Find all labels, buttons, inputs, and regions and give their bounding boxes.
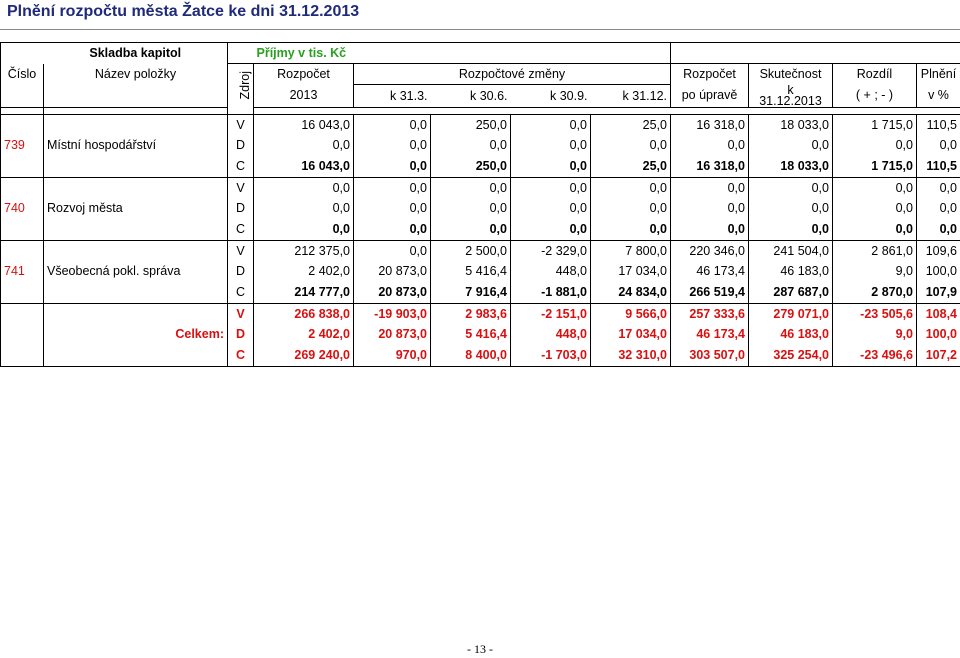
cell-value: 970,0 <box>354 345 431 366</box>
source-code: C <box>228 345 254 366</box>
cell-value: 250,0 <box>431 114 511 135</box>
cell-value: 16 043,0 <box>254 114 354 135</box>
cell-value: 220 346,0 <box>671 240 749 261</box>
cell-value: 0,0 <box>354 240 431 261</box>
cell-value: 448,0 <box>511 261 591 282</box>
cell-value: 8 400,0 <box>431 345 511 366</box>
cell-value: 0,0 <box>354 177 431 198</box>
cell-value: 1 715,0 <box>833 156 917 177</box>
table-row <box>1 282 960 303</box>
header-prijmy: Příjmy v tis. Kč <box>254 43 431 64</box>
cell-value: 46 173,4 <box>671 324 749 345</box>
cell-value: 448,0 <box>511 324 591 345</box>
cell-value: 0,0 <box>671 177 749 198</box>
total-row <box>1 303 960 324</box>
table-row <box>1 135 960 156</box>
cell-value: 0,0 <box>917 219 960 240</box>
source-code: V <box>228 114 254 135</box>
cell-value: 109,6 <box>917 240 960 261</box>
cell-value: 17 034,0 <box>591 261 671 282</box>
cell-value: 266 519,4 <box>671 282 749 303</box>
cell-value: 2 402,0 <box>254 324 354 345</box>
cell-value: 0,0 <box>917 198 960 219</box>
cell-value: 0,0 <box>591 135 671 156</box>
page-title: Plnění rozpočtu města Žatce ke dni 31.12.2013 <box>7 3 360 20</box>
table-row <box>1 240 960 261</box>
cell-value: 0,0 <box>254 198 354 219</box>
group-code: 740 <box>1 198 44 219</box>
cell-value: 0,0 <box>254 177 354 198</box>
cell-value: 25,0 <box>591 156 671 177</box>
cell-value: -2 329,0 <box>511 240 591 261</box>
header-rozpocet: Rozpočet <box>254 64 354 85</box>
source-code: D <box>228 135 254 156</box>
cell-value: 9,0 <box>833 261 917 282</box>
header-skutecnost: Skutečnost <box>749 64 833 85</box>
cell-value: 18 033,0 <box>749 114 833 135</box>
group-name: Místní hospodářství <box>44 135 228 156</box>
budget-table <box>0 42 960 367</box>
title-divider <box>0 29 960 30</box>
cell-value: 46 173,4 <box>671 261 749 282</box>
cell-value: 100,0 <box>917 261 960 282</box>
cell-value: 107,2 <box>917 345 960 366</box>
cell-value: 0,0 <box>749 177 833 198</box>
cell-value: 110,5 <box>917 156 960 177</box>
cell-value: 2 500,0 <box>431 240 511 261</box>
cell-value: 0,0 <box>749 219 833 240</box>
header-k313: k 31.3. <box>354 85 431 108</box>
group-code: 739 <box>1 135 44 156</box>
cell-value: 46 183,0 <box>749 261 833 282</box>
cell-value: 5 416,4 <box>431 261 511 282</box>
cell-value: 20 873,0 <box>354 261 431 282</box>
cell-value: 9,0 <box>833 324 917 345</box>
cell-value: 0,0 <box>749 198 833 219</box>
budget-table-wrap <box>0 42 960 368</box>
source-code: C <box>228 282 254 303</box>
header-k3112: k 31.12. <box>591 85 671 108</box>
cell-value: 0,0 <box>749 135 833 156</box>
cell-value: 2 861,0 <box>833 240 917 261</box>
cell-value: -19 903,0 <box>354 303 431 324</box>
cell-value: 20 873,0 <box>354 282 431 303</box>
table-row <box>1 198 960 219</box>
cell-value: 0,0 <box>917 135 960 156</box>
source-code: D <box>228 324 254 345</box>
header-rozpoctove-zmeny: Rozpočtové změny <box>354 64 671 85</box>
cell-value: 25,0 <box>591 114 671 135</box>
cell-value: 0,0 <box>511 156 591 177</box>
cell-value: 110,5 <box>917 114 960 135</box>
source-code: C <box>228 156 254 177</box>
cell-value: 325 254,0 <box>749 345 833 366</box>
cell-value: 24 834,0 <box>591 282 671 303</box>
source-code: V <box>228 177 254 198</box>
cell-value: 0,0 <box>511 135 591 156</box>
cell-value: 0,0 <box>354 135 431 156</box>
cell-value: 20 873,0 <box>354 324 431 345</box>
source-code: V <box>228 240 254 261</box>
header-cislo: Číslo <box>1 64 44 85</box>
cell-value: 0,0 <box>431 198 511 219</box>
cell-value: -23 505,6 <box>833 303 917 324</box>
cell-value: 16 043,0 <box>254 156 354 177</box>
cell-value: 0,0 <box>591 198 671 219</box>
cell-value: -1 881,0 <box>511 282 591 303</box>
cell-value: 46 183,0 <box>749 324 833 345</box>
cell-value: 0,0 <box>354 156 431 177</box>
cell-value: 17 034,0 <box>591 324 671 345</box>
header-2013: 2013 <box>254 85 354 108</box>
header-k306: k 30.6. <box>431 85 511 108</box>
header-rozpocet-po-uprave: Rozpočet <box>671 64 749 85</box>
cell-value: 0,0 <box>511 177 591 198</box>
cell-value: 0,0 <box>354 219 431 240</box>
cell-value: 0,0 <box>591 219 671 240</box>
cell-value: 2 983,6 <box>431 303 511 324</box>
cell-value: 107,9 <box>917 282 960 303</box>
cell-value: 7 916,4 <box>431 282 511 303</box>
source-code: D <box>228 261 254 282</box>
table-row <box>1 156 960 177</box>
total-row <box>1 324 960 345</box>
cell-value: 0,0 <box>671 135 749 156</box>
cell-value: -2 151,0 <box>511 303 591 324</box>
header-nazev-polozky: Název položky <box>44 64 228 85</box>
cell-value: 0,0 <box>833 135 917 156</box>
cell-value: 241 504,0 <box>749 240 833 261</box>
cell-value: 0,0 <box>431 177 511 198</box>
cell-value: 0,0 <box>671 198 749 219</box>
source-code: C <box>228 219 254 240</box>
cell-value: 18 033,0 <box>749 156 833 177</box>
cell-value: 0,0 <box>591 177 671 198</box>
cell-value: 7 800,0 <box>591 240 671 261</box>
cell-value: 0,0 <box>511 198 591 219</box>
header-k309: k 30.9. <box>511 85 591 108</box>
cell-value: 0,0 <box>833 177 917 198</box>
cell-value: 2 402,0 <box>254 261 354 282</box>
cell-value: 0,0 <box>833 219 917 240</box>
total-row <box>1 345 960 366</box>
header-k31122013: 31.12.2013 <box>759 93 822 107</box>
cell-value: 108,4 <box>917 303 960 324</box>
group-code: 741 <box>1 261 44 282</box>
cell-value: 0,0 <box>917 177 960 198</box>
source-code: D <box>228 198 254 219</box>
cell-value: 0,0 <box>511 219 591 240</box>
source-code: V <box>228 303 254 324</box>
cell-value: 0,0 <box>354 114 431 135</box>
cell-value: 1 715,0 <box>833 114 917 135</box>
cell-value: 5 416,4 <box>431 324 511 345</box>
header-rozdil: Rozdíl <box>833 64 917 85</box>
cell-value: 279 071,0 <box>749 303 833 324</box>
cell-value: -1 703,0 <box>511 345 591 366</box>
cell-value: 303 507,0 <box>671 345 749 366</box>
table-row <box>1 219 960 240</box>
total-label: Celkem: <box>44 324 228 345</box>
cell-value: 0,0 <box>354 198 431 219</box>
header-plneni: Plnění <box>917 64 960 85</box>
cell-value: 212 375,0 <box>254 240 354 261</box>
cell-value: 0,0 <box>833 198 917 219</box>
cell-value: 0,0 <box>431 135 511 156</box>
page-number: - 13 - <box>467 642 493 656</box>
header-plusminus: ( + ; - ) <box>833 85 917 108</box>
cell-value: 214 777,0 <box>254 282 354 303</box>
group-name: Všeobecná pokl. správa <box>44 261 228 282</box>
cell-value: 2 870,0 <box>833 282 917 303</box>
cell-value: 32 310,0 <box>591 345 671 366</box>
table-row <box>1 261 960 282</box>
cell-value: 16 318,0 <box>671 156 749 177</box>
cell-value: 0,0 <box>254 135 354 156</box>
cell-value: -23 496,6 <box>833 345 917 366</box>
cell-value: 9 566,0 <box>591 303 671 324</box>
cell-value: 269 240,0 <box>254 345 354 366</box>
cell-value: 287 687,0 <box>749 282 833 303</box>
cell-value: 0,0 <box>431 219 511 240</box>
cell-value: 100,0 <box>917 324 960 345</box>
table-row <box>1 177 960 198</box>
table-row <box>1 114 960 135</box>
header-skladba-kapitol: Skladba kapitol <box>44 43 228 64</box>
header-vproc: v % <box>917 85 960 108</box>
cell-value: 0,0 <box>511 114 591 135</box>
group-name: Rozvoj města <box>44 198 228 219</box>
header-zdroj: Zdroj <box>237 71 252 100</box>
header-k: k <box>787 84 794 97</box>
cell-value: 250,0 <box>431 156 511 177</box>
cell-value: 266 838,0 <box>254 303 354 324</box>
cell-value: 0,0 <box>671 219 749 240</box>
cell-value: 16 318,0 <box>671 114 749 135</box>
cell-value: 0,0 <box>254 219 354 240</box>
cell-value: 257 333,6 <box>671 303 749 324</box>
header-po-uprave: po úpravě <box>671 85 749 108</box>
